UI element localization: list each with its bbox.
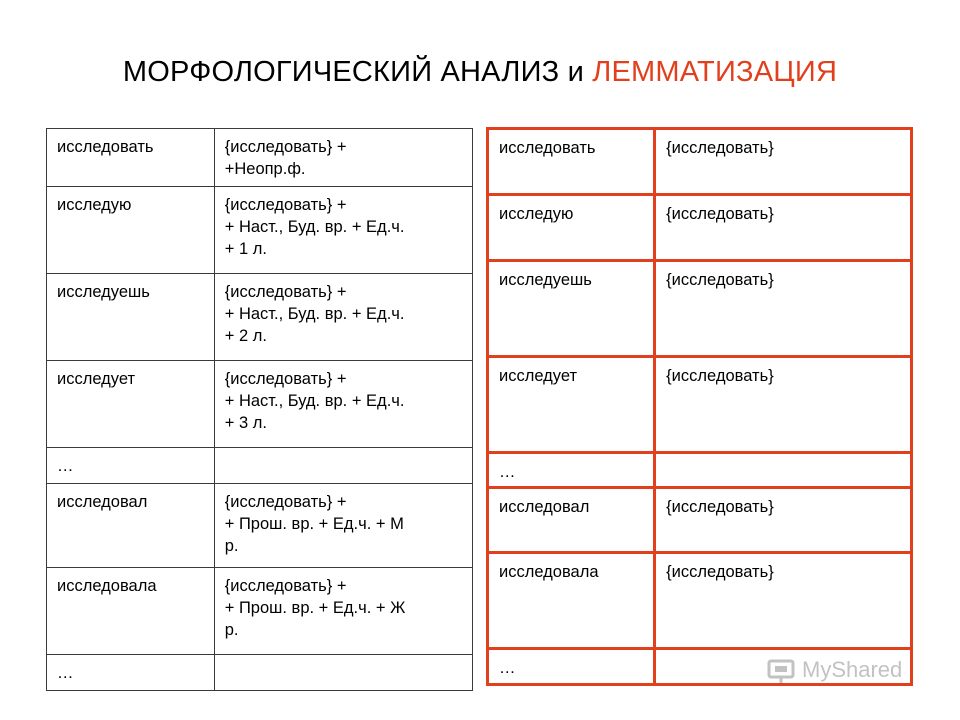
analysis-line: {исследовать} + (224, 283, 347, 301)
analysis-line: {исследовать} + (224, 577, 347, 595)
lemma-cell: {исследовать} (655, 195, 912, 261)
analysis-cell (214, 448, 472, 484)
word-form-cell: исследовала (47, 568, 215, 655)
morphological-analysis-table (46, 128, 473, 691)
left-table-row (47, 484, 473, 568)
left-table-row (47, 187, 473, 274)
analysis-line: + Наст., Буд. вр. + Ед.ч. (224, 218, 405, 236)
analysis-line: + 3 л. (224, 414, 267, 432)
word-form-cell: исследует (47, 361, 215, 448)
slide-title (0, 56, 960, 89)
left-table-row (47, 129, 473, 187)
word-form-cell: … (488, 453, 655, 488)
word-form-cell: исследую (488, 195, 655, 261)
left-table-row (47, 274, 473, 361)
word-form-cell: исследовала (488, 553, 655, 649)
analysis-cell (214, 274, 472, 361)
analysis-cell (214, 129, 472, 187)
right-table-row (488, 261, 912, 357)
analysis-line: р. (224, 537, 239, 555)
word-form-cell: исследуешь (47, 274, 215, 361)
analysis-cell (214, 655, 472, 691)
watermark (766, 655, 902, 685)
left-table-row (47, 568, 473, 655)
right-table-body (488, 129, 912, 685)
word-form-cell: исследовать (47, 129, 215, 187)
analysis-line: +Неопр.ф. (224, 160, 306, 178)
analysis-line: + Наст., Буд. вр. + Ед.ч. (224, 392, 405, 410)
right-table-row (488, 553, 912, 649)
lemma-cell: {исследовать} (655, 553, 912, 649)
word-form-cell: исследовал (47, 484, 215, 568)
analysis-line: {исследовать} + (224, 370, 347, 388)
analysis-line: {исследовать} + (224, 493, 347, 511)
word-form-cell: исследую (47, 187, 215, 274)
left-table-row (47, 655, 473, 691)
analysis-line: + Прош. вр. + Ед.ч. + Ж (224, 599, 406, 617)
watermark-text: MyShared (802, 657, 903, 682)
word-form-cell: исследуешь (488, 261, 655, 357)
left-table-body (47, 129, 473, 691)
title-main: МОРФОЛОГИЧЕСКИЙ АНАЛИЗ и (122, 56, 585, 88)
right-table-row (488, 357, 912, 453)
word-form-cell: исследует (488, 357, 655, 453)
left-table-row (47, 361, 473, 448)
title-accent: ЛЕММАТИЗАЦИЯ (592, 56, 838, 88)
analysis-line: {исследовать} + (224, 196, 347, 214)
analysis-cell (214, 187, 472, 274)
word-form-cell: … (47, 448, 215, 484)
lemma-cell (655, 453, 912, 488)
right-table-row (488, 195, 912, 261)
lemma-cell: {исследовать} (655, 488, 912, 553)
word-form-cell: исследовал (488, 488, 655, 553)
analysis-cell (214, 361, 472, 448)
analysis-line: + 1 л. (224, 240, 267, 258)
right-table-row (488, 129, 912, 195)
lemma-cell: {исследовать} (655, 357, 912, 453)
right-table-row (488, 453, 912, 488)
presentation-icon (766, 655, 796, 685)
lemma-cell: {исследовать} (655, 129, 912, 195)
word-form-cell: … (47, 655, 215, 691)
analysis-line: р. (224, 621, 239, 639)
lemmatization-table (486, 127, 913, 686)
analysis-line: + Наст., Буд. вр. + Ед.ч. (224, 305, 405, 323)
right-table-row (488, 488, 912, 553)
analysis-cell (214, 484, 472, 568)
left-table-row (47, 448, 473, 484)
lemma-cell: {исследовать} (655, 261, 912, 357)
word-form-cell: исследовать (488, 129, 655, 195)
analysis-line: {исследовать} + (224, 138, 347, 156)
analysis-line: + 2 л. (224, 327, 267, 345)
analysis-cell (214, 568, 472, 655)
analysis-line: + Прош. вр. + Ед.ч. + М (224, 515, 404, 533)
word-form-cell: … (488, 649, 655, 685)
